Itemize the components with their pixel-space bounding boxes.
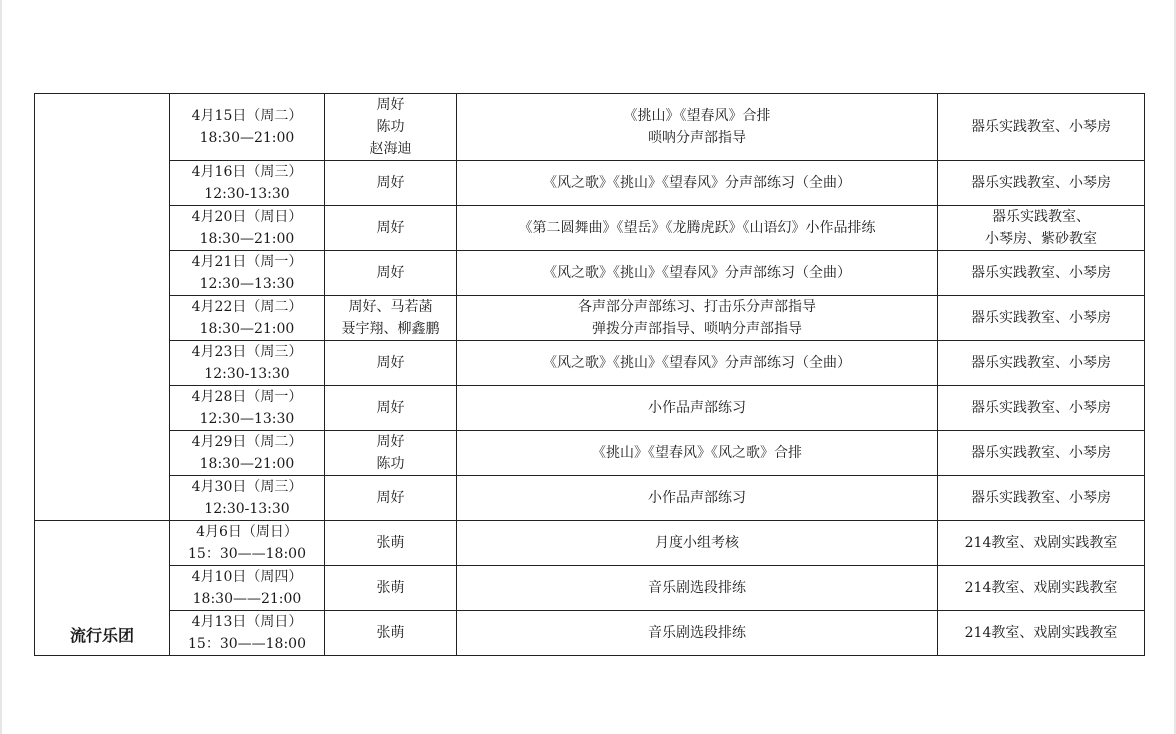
table-row [35, 566, 1145, 611]
location-cell-line: 器乐实践教室、小琴房 [971, 265, 1111, 281]
document-page [2, 0, 1174, 734]
content-cell [457, 611, 938, 656]
content-cell-line: 音乐剧选段排练 [648, 625, 746, 641]
location-cell [938, 566, 1145, 611]
teacher-cell-line: 聂宇翔、柳鑫鹏 [341, 321, 440, 337]
content-cell-line: 《风之歌》《挑山》《望春风》分声部练习（全曲） [543, 265, 851, 281]
table-row [35, 611, 1145, 656]
teacher-cell-line: 周好 [376, 175, 405, 191]
content-cell-line: 《挑山》《望春风》合排 [623, 108, 771, 124]
location-cell-line: 214教室、戏剧实践教室 [964, 535, 1118, 551]
content-cell-line: 月度小组考核 [655, 535, 739, 551]
date-time-cell [170, 341, 325, 386]
date-time-cell [170, 161, 325, 206]
date-text: 4月16日（周三） [191, 164, 303, 180]
teacher-cell-line: 周好 [376, 400, 405, 416]
teacher-cell [325, 431, 457, 476]
content-cell [457, 476, 938, 521]
date-text: 4月13日（周日） [191, 614, 303, 630]
teacher-cell-line: 陈功 [376, 456, 405, 472]
date-time-cell [170, 251, 325, 296]
location-cell [938, 521, 1145, 566]
teacher-cell-line: 赵海迪 [369, 141, 412, 157]
time-text: 12:30—13:30 [199, 276, 295, 292]
teacher-cell [325, 521, 457, 566]
content-cell [457, 386, 938, 431]
table-row [35, 94, 1145, 161]
schedule-table [34, 93, 1145, 656]
content-cell-line: 《挑山》《望春风》《风之歌》合排 [592, 445, 802, 461]
group-cell-orchestra [35, 94, 170, 521]
teacher-cell [325, 251, 457, 296]
time-text: 15：30——18:00 [188, 636, 306, 652]
content-cell [457, 251, 938, 296]
content-cell [457, 296, 938, 341]
date-time-cell [170, 476, 325, 521]
teacher-cell [325, 476, 457, 521]
location-cell [938, 94, 1145, 161]
content-cell-line: 音乐剧选段排练 [648, 580, 746, 596]
teacher-cell [325, 611, 457, 656]
teacher-cell-line: 周好、马若菡 [348, 299, 433, 315]
table-row [35, 476, 1145, 521]
content-cell [457, 341, 938, 386]
location-cell-line: 器乐实践教室、小琴房 [971, 445, 1111, 461]
teacher-cell-line: 张萌 [376, 580, 405, 596]
time-text: 18:30—21:00 [199, 321, 295, 337]
teacher-cell [325, 94, 457, 161]
table-row [35, 521, 1145, 566]
date-text: 4月20日（周日） [191, 209, 303, 225]
teacher-cell [325, 386, 457, 431]
location-cell-line: 214教室、戏剧实践教室 [964, 580, 1118, 596]
date-text: 4月28日（周一） [191, 389, 303, 405]
teacher-cell [325, 566, 457, 611]
teacher-cell-line: 周好 [376, 220, 405, 236]
date-text: 4月22日（周二） [191, 299, 303, 315]
content-cell-line: 《风之歌》《挑山》《望春风》分声部练习（全曲） [543, 175, 851, 191]
teacher-cell-line: 周好 [376, 355, 405, 371]
table-row [35, 431, 1145, 476]
table-row [35, 161, 1145, 206]
date-time-cell [170, 206, 325, 251]
teacher-cell-line: 周好 [376, 265, 405, 281]
content-cell-line: 弹拨分声部指导、唢呐分声部指导 [592, 321, 802, 337]
location-cell-line: 器乐实践教室、小琴房 [971, 355, 1111, 371]
location-cell [938, 161, 1145, 206]
date-time-cell [170, 611, 325, 656]
content-cell [457, 161, 938, 206]
location-cell-line: 器乐实践教室、小琴房 [971, 490, 1111, 506]
teacher-cell [325, 206, 457, 251]
teacher-cell-line: 周好 [376, 434, 405, 450]
content-cell [457, 94, 938, 161]
location-cell [938, 341, 1145, 386]
time-text: 18:30—21:00 [199, 130, 295, 146]
date-time-cell [170, 521, 325, 566]
location-cell-line: 器乐实践教室、小琴房 [971, 175, 1111, 191]
location-cell [938, 431, 1145, 476]
location-cell [938, 386, 1145, 431]
content-cell-line: 唢呐分声部指导 [648, 130, 746, 146]
content-cell [457, 206, 938, 251]
time-text: 12:30-13:30 [204, 501, 290, 517]
time-text: 15：30——18:00 [188, 546, 306, 562]
content-cell-line: 《第二圆舞曲》《望岳》《龙腾虎跃》《山语幻》小作品排练 [518, 220, 876, 236]
group-cell-pop-band: 流行乐团 [35, 521, 170, 656]
teacher-cell-line: 陈功 [376, 119, 405, 135]
table-row [35, 296, 1145, 341]
teacher-cell-line: 张萌 [376, 625, 405, 641]
time-text: 12:30-13:30 [204, 366, 290, 382]
content-cell [457, 431, 938, 476]
teacher-cell [325, 161, 457, 206]
content-cell-line: 小作品声部练习 [648, 400, 746, 416]
time-text: 12:30-13:30 [204, 186, 290, 202]
date-text: 4月15日（周二） [191, 108, 303, 124]
date-time-cell [170, 566, 325, 611]
time-text: 18:30——21:00 [192, 591, 302, 607]
date-time-cell [170, 94, 325, 161]
teacher-cell-line: 周好 [376, 97, 405, 113]
location-cell [938, 476, 1145, 521]
table-row [35, 386, 1145, 431]
table-row [35, 206, 1145, 251]
location-cell [938, 296, 1145, 341]
date-time-cell [170, 386, 325, 431]
date-time-cell [170, 296, 325, 341]
location-cell-line: 器乐实践教室、小琴房 [971, 400, 1111, 416]
date-text: 4月23日（周三） [191, 344, 303, 360]
date-text: 4月6日（周日） [196, 524, 298, 540]
content-cell-line: 各声部分声部练习、打击乐分声部指导 [578, 299, 816, 315]
location-cell [938, 611, 1145, 656]
teacher-cell [325, 341, 457, 386]
content-cell [457, 521, 938, 566]
teacher-cell-line: 周好 [376, 490, 405, 506]
location-cell-line: 器乐实践教室、小琴房 [971, 119, 1111, 135]
date-time-cell [170, 431, 325, 476]
teacher-cell [325, 296, 457, 341]
content-cell-line: 《风之歌》《挑山》《望春风》分声部练习（全曲） [543, 355, 851, 371]
time-text: 18:30—21:00 [199, 231, 295, 247]
table-row [35, 341, 1145, 386]
location-cell [938, 251, 1145, 296]
teacher-cell-line: 张萌 [376, 535, 405, 551]
location-cell-line: 214教室、戏剧实践教室 [964, 625, 1118, 641]
location-cell-line: 器乐实践教室、小琴房 [971, 310, 1111, 326]
content-cell [457, 566, 938, 611]
date-text: 4月29日（周二） [191, 434, 303, 450]
table-row [35, 251, 1145, 296]
location-cell-line: 小琴房、紫砂教室 [985, 231, 1097, 247]
date-text: 4月21日（周一） [191, 254, 303, 270]
location-cell-line: 器乐实践教室、 [992, 209, 1090, 225]
time-text: 18:30—21:00 [199, 456, 295, 472]
date-text: 4月30日（周三） [191, 479, 303, 495]
location-cell [938, 206, 1145, 251]
content-cell-line: 小作品声部练习 [648, 490, 746, 506]
time-text: 12:30—13:30 [199, 411, 295, 427]
date-text: 4月10日（周四） [191, 569, 303, 585]
